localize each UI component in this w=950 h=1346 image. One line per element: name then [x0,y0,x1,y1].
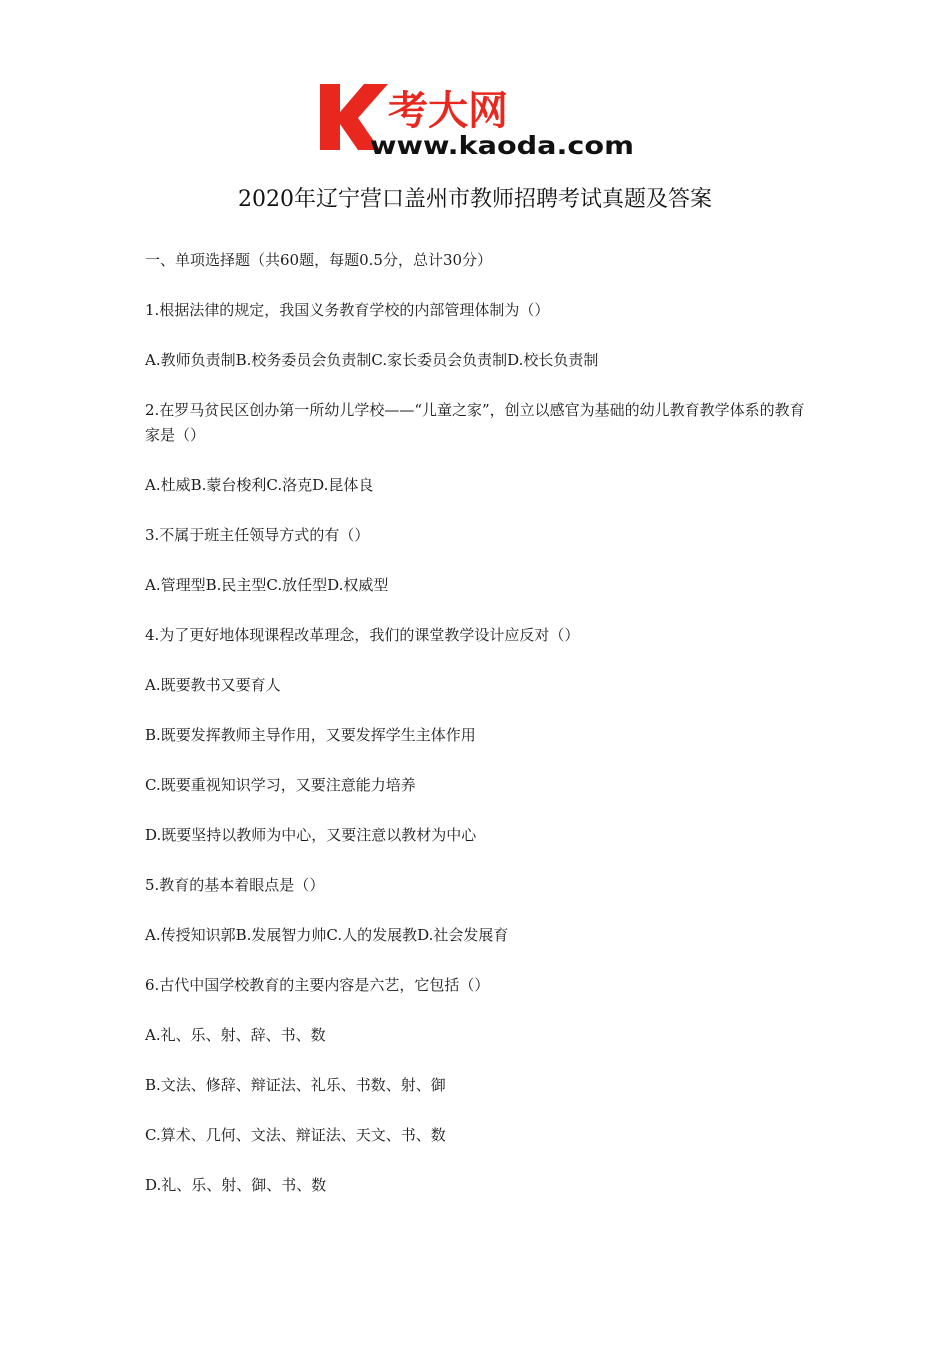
question-6-option-a: A.礼、乐、射、辞、书、数 [145,1026,326,1044]
section-heading: 一、单项选择题（共60题，每题0.5分，总计30分） [145,251,493,269]
question-4-option-c: C.既要重视知识学习，又要注意能力培养 [145,776,416,794]
question-4: 4.为了更好地体现课程改革理念，我们的课堂教学设计应反对（） [145,626,580,644]
logo-brand-cn: 考大网 [388,88,508,134]
question-2: 2.在罗马贫民区创办第一所幼儿学校——“儿童之家”，创立以感官为基础的幼儿教育教学体系的教育家是（） [145,401,805,444]
document-body [145,248,815,1223]
question-6-option-b: B.文法、修辞、辩证法、礼乐、书数、射、御 [145,1076,446,1094]
question-5: 5.教育的基本着眼点是（） [145,876,325,894]
kaoda-logo-graphic [318,78,638,160]
question-6-option-d: D.礼、乐、射、御、书、数 [145,1176,327,1194]
logo-brand-url: www.kaoda.com [370,131,634,160]
question-5-options: A.传授知识郭B.发展智力帅C.人的发展教D.社会发展育 [145,926,509,944]
question-4-option-d: D.既要坚持以教师为中心，又要注意以教材为中心 [145,826,477,844]
question-4-option-b: B.既要发挥教师主导作用，又要发挥学生主体作用 [145,726,476,744]
question-6: 6.古代中国学校教育的主要内容是六艺，它包括（） [145,976,490,994]
question-3: 3.不属于班主任领导方式的有（） [145,526,370,544]
question-3-options: A.管理型B.民主型C.放任型D.权威型 [145,576,389,594]
question-1-options: A.教师负责制B.校务委员会负责制C.家长委员会负责制D.校长负责制 [145,351,599,369]
question-2-options: A.杜威B.蒙台梭利C.洛克D.昆体良 [145,476,374,494]
question-1: 1.根据法律的规定，我国义务教育学校的内部管理体制为（） [145,301,550,319]
kaoda-logo [318,78,638,160]
question-6-option-c: C.算术、几何、文法、辩证法、天文、书、数 [145,1126,446,1144]
document-title: 2020年辽宁营口盖州市教师招聘考试真题及答案 [238,187,712,212]
question-4-option-a: A.既要教书又要育人 [145,676,281,694]
